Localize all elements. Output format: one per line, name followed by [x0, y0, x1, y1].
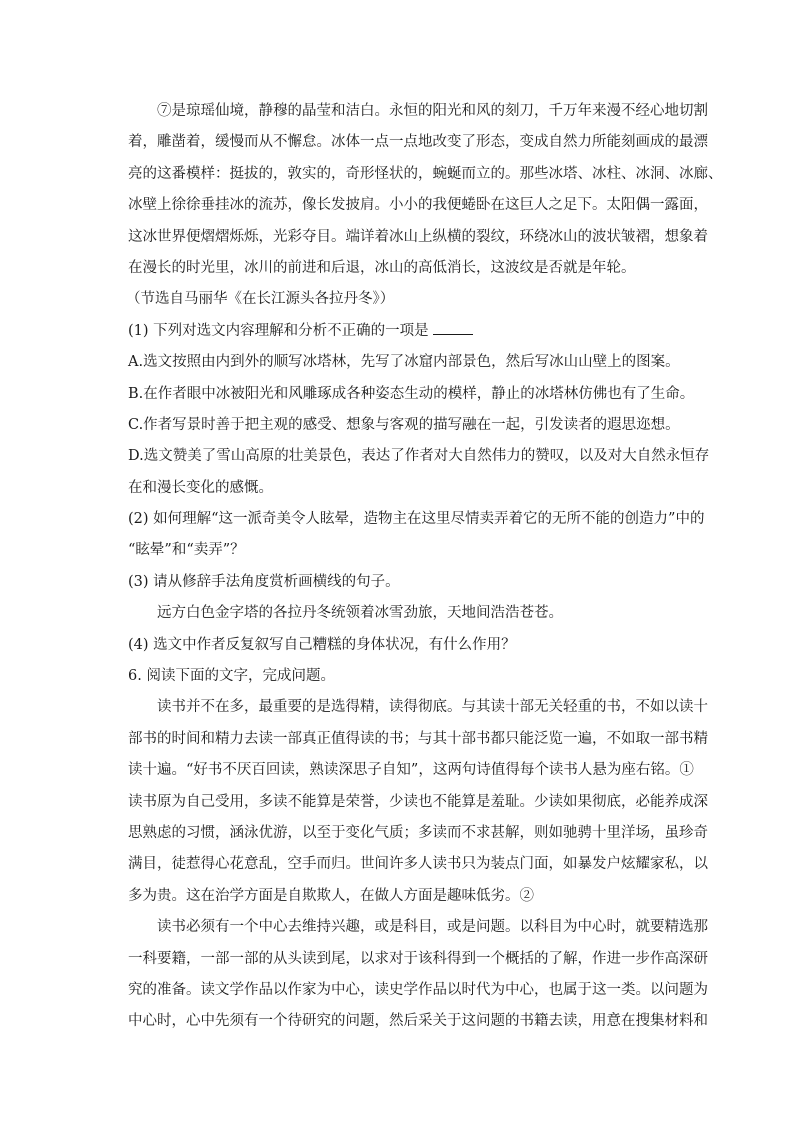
passage1-line-4: 冰壁上徐徐垂挂冰的流苏，像长发披肩。小小的我便蜷卧在这巨人之足下。太阳偶一露面， — [128, 197, 708, 214]
passage2-p1-line-3: 读十遍。“好书不厌百回读，熟读深思子自知”，这两句诗值得每个读书人悬为座右铭。① — [128, 762, 694, 779]
q1-option-a: A.选文按照由内到外的顺写冰塔林，先写了冰窟内部景色，然后写冰山山壁上的图案。 — [128, 354, 680, 371]
q3-sentence: 远方白色金字塔的各拉丹冬统领着冰雪劲旅，天地间浩浩苍苍。 — [157, 605, 563, 622]
passage2-p1-line-5: 思熟虑的习惯，涵泳优游，以至于变化气质；多读而不求甚解，则如驰骋十里洋场，虽珍奇 — [128, 824, 708, 841]
passage2-p1-line-1: 读书并不在多，最重要的是选得精，读得彻底。与其读十部无关轻重的书，不如以读十 — [157, 699, 708, 716]
document-content — [126, 96, 723, 1038]
passage2-p2-line-2: 一科要籍，一部一部的从头读到尾，以求对于该科得到一个概括的了解，作进一步作高深研 — [128, 950, 708, 967]
q2-line-1: (2) 如何理解“这一派奇美令人眩晕，造物主在这里尽情卖弄着它的无所不能的创造力”中的 — [128, 511, 705, 528]
passage1-source: （节选自马丽华《在长江源头各拉丹冬》） — [126, 291, 395, 308]
passage2-p2-line-3: 究的准备。读文学作品以作家为中心，读史学作品以时代为中心，也属于这一类。以问题为 — [128, 981, 708, 998]
passage1-line-5: 这冰世界便熠熠烁烁，光彩夺目。端详着冰山上纵横的裂纹，环绕冰山的波状皱褶，想象着 — [128, 228, 708, 245]
q1-option-d: D.选文赞美了雪山高原的壮美景色，表达了作者对大自然伟力的赞叹，以及对大自然永恒存 — [128, 448, 710, 465]
q1-option-b: B.在作者眼中冰被阳光和风雕琢成各种姿态生动的模样，静止的冰塔林仿佛也有了生命。 — [128, 385, 695, 402]
passage1-line-6: 在漫长的时光里，冰川的前进和后退，冰山的高低消长，这波纹是否就是年轮。 — [128, 259, 636, 276]
answer-blank — [433, 320, 473, 335]
passage2-p2-line-1: 读书必须有一个中心去维持兴趣，或是科目，或是问题。以科目为中心时，就要精选那 — [157, 919, 708, 936]
q3-stem: (3) 请从修辞手法角度赏析画横线的句子。 — [128, 573, 400, 590]
passage2-p1-line-6: 满目，徒惹得心花意乱，空手而归。世间许多人读书只为装点门面，如暴发户炫耀家私，以 — [128, 856, 708, 873]
q1-stem-row — [128, 316, 700, 347]
passage1-line-1: ⑦是琼瑶仙境，静穆的晶莹和洁白。永恒的阳光和风的刻刀，千万年来漫不经心地切割 — [157, 103, 708, 119]
passage2-p1-line-2: 部书的时间和精力去读一部真正值得读的书；与其十部书都只能泛览一遍，不如取一部书精 — [128, 730, 708, 747]
passage1-line-3: 亮的这番模样：挺拔的，敦实的，奇形怪状的，蜿蜒而立的。那些冰塔、冰柱、冰洞、冰廊、 — [128, 165, 723, 182]
passage2-p1-line-7: 多为贵。这在治学方面是自欺欺人，在做人方面是趣味低劣。② — [128, 887, 534, 904]
passage2-p1-line-4: 读书原为自己受用，多读不能算是荣誉，少读也不能算是羞耻。少读如果彻底，必能养成深 — [128, 793, 708, 810]
q6-stem: 6. 阅读下面的文字，完成问题。 — [128, 668, 335, 685]
q1-stem: (1) 下列对选文内容理解和分析不正确的一项是 — [128, 322, 429, 339]
q1-option-c: C.作者写景时善于把主观的感受、想象与客观的描写融在一起，引发读者的遐思迩想。 — [128, 416, 680, 433]
q2-line-2: “眩晕”和“卖弄”？ — [128, 542, 245, 559]
q1-option-d-continued: 在和漫长变化的感慨。 — [128, 479, 273, 496]
q4-stem: (4) 选文中作者反复叙写自己糟糕的身体状况，有什么作用？ — [128, 636, 516, 653]
passage2-p2-line-4: 中心时，心中先须有一个待研究的问题，然后采关于这问题的书籍去读，用意在搜集材料和 — [128, 1013, 708, 1030]
passage1-line-2: 着，雕凿着，缓慢而从不懈怠。冰体一点一点地改变了形态，变成自然力所能刻画成的最漂 — [128, 134, 708, 151]
